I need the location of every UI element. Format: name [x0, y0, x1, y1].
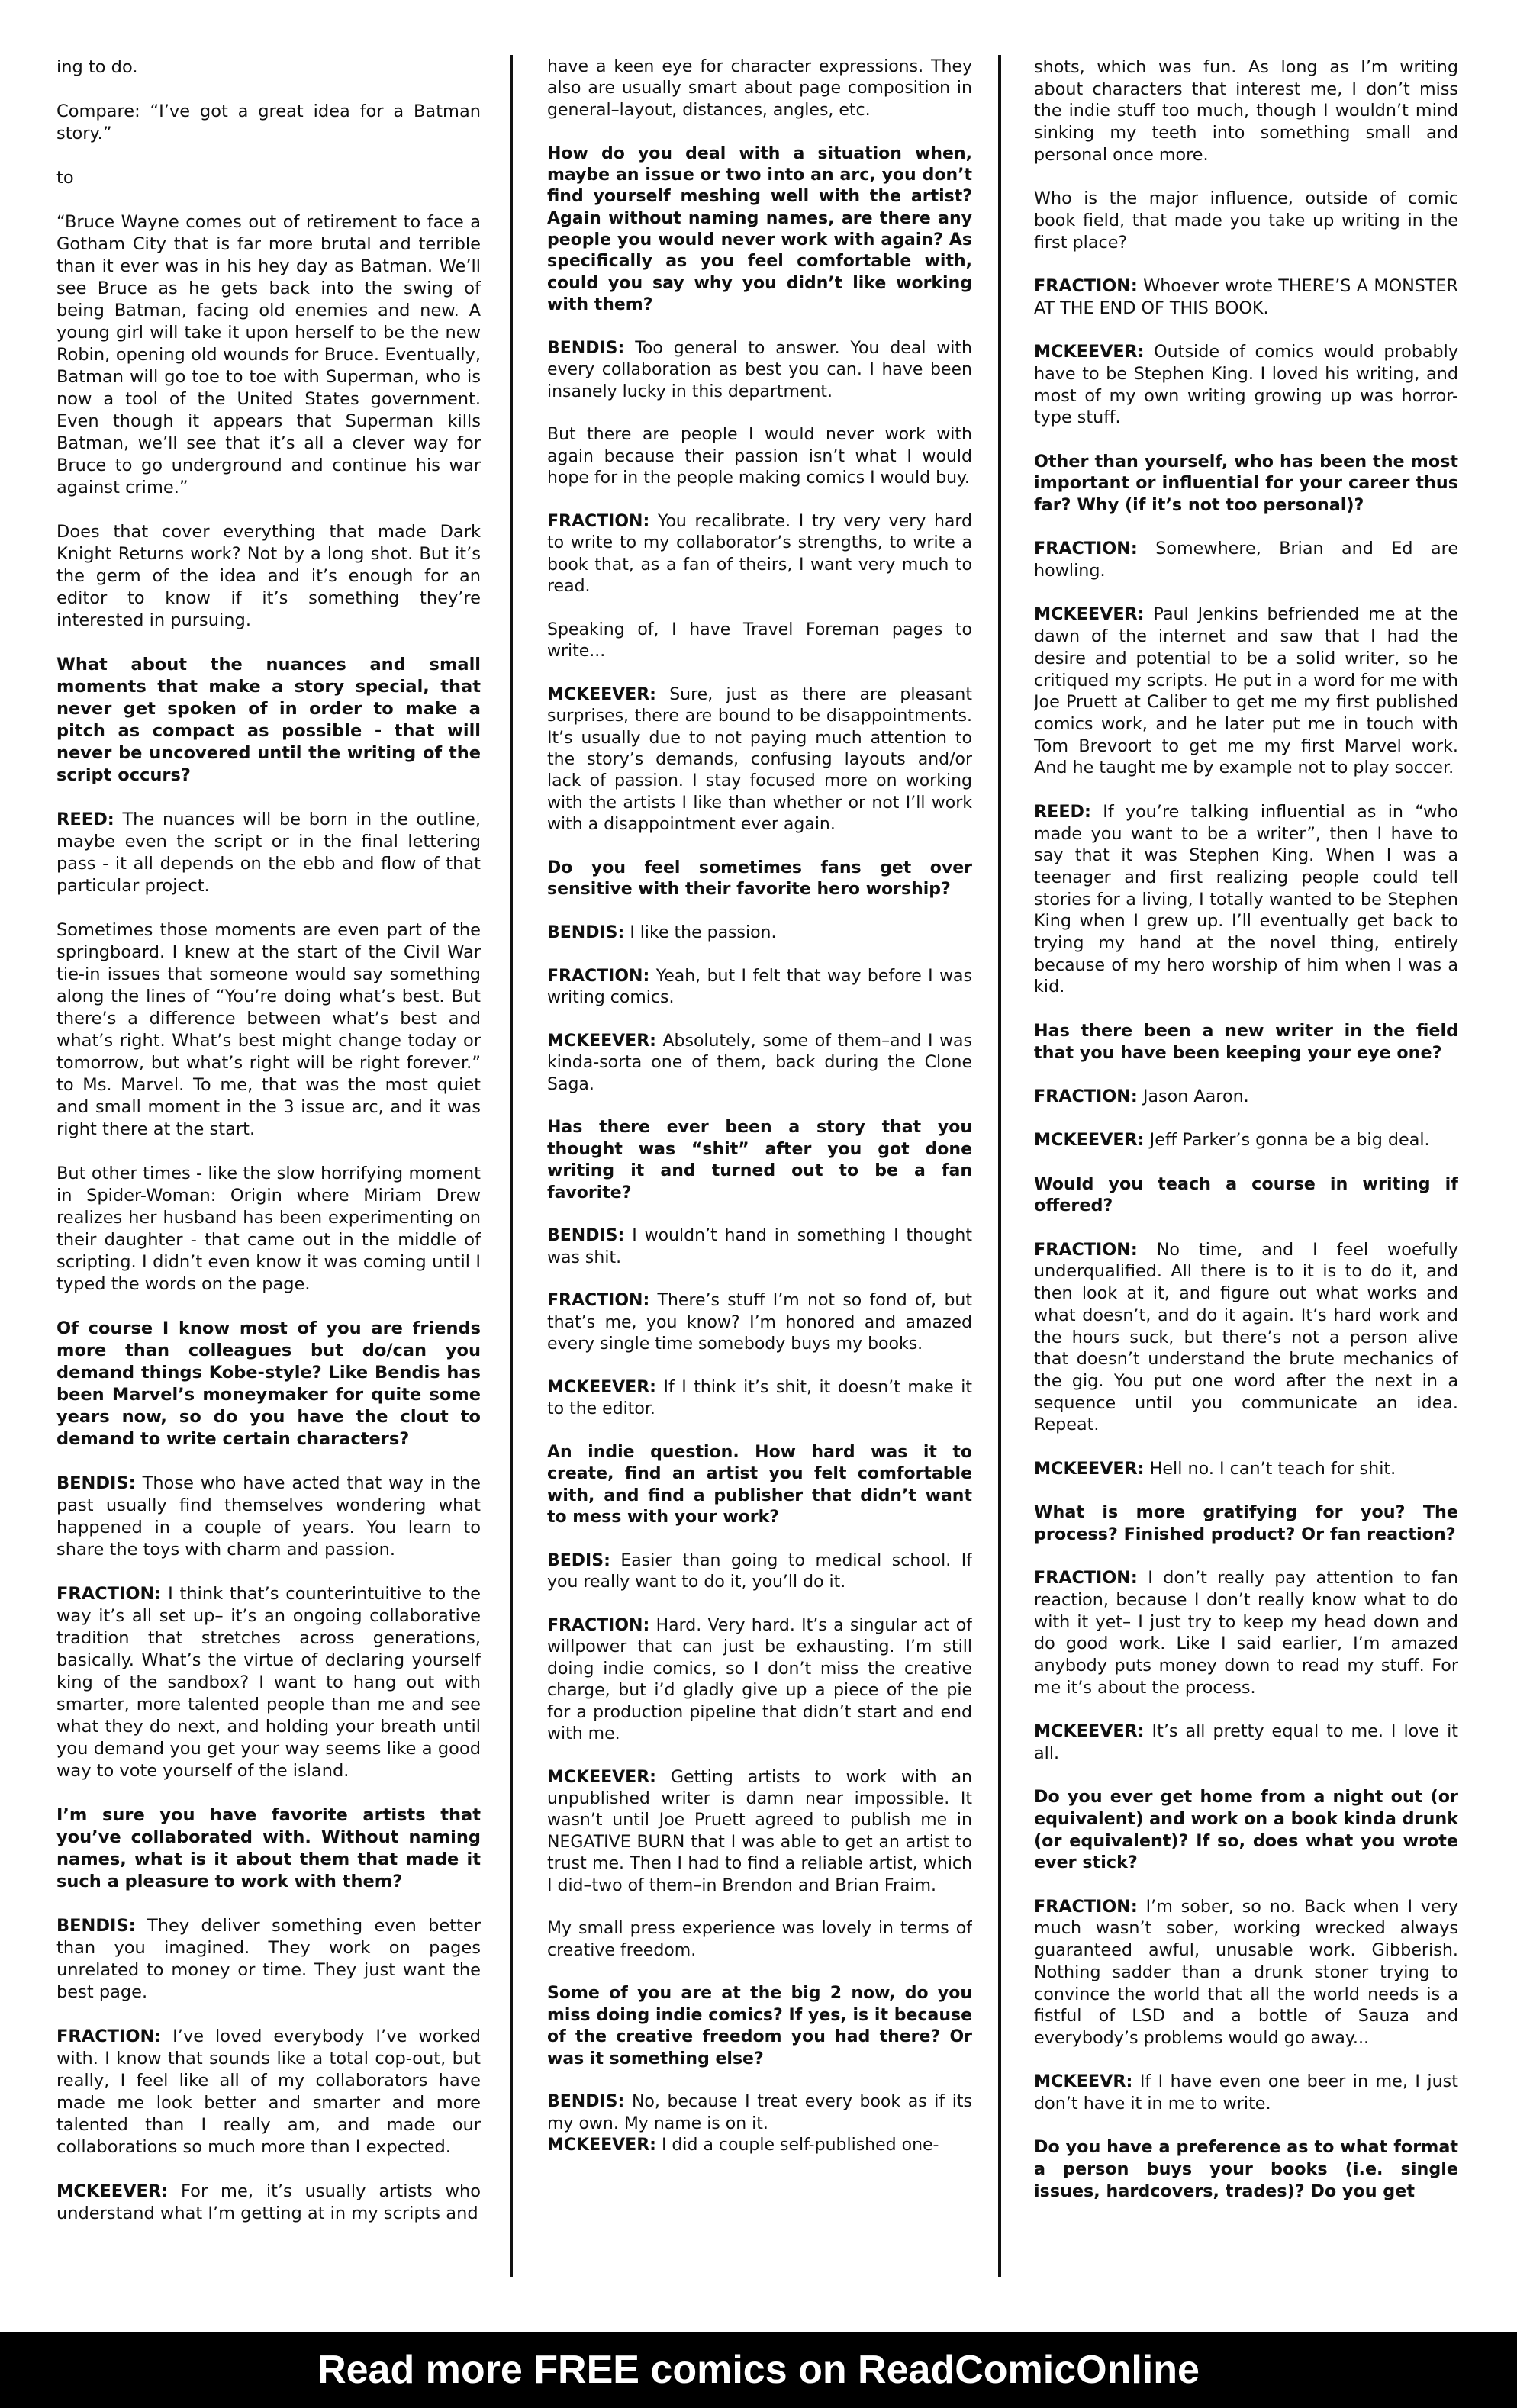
answer-text: Paul Jenkins befriended me at the dawn of the internet and saw that I had the desire and potential to be a solid writer, so he critiqued my scripts. He put in a word for me with Joe Pruett at Caliber to get me my first published comics work, and he later put me in touch with Tom Brevoort to get me my first Marvel work. And he taught me by example not to play soccer.: [1034, 604, 1458, 778]
answer-text: I’m sober, so no. Back when I very much wasn’t sober, working wrecked always guaranteed awful, unusable work. Gibberish. Nothing sadder than a drunk stoner trying to convince the world that all the world needs is a fistful of LSD and a bottle of Sauza and everybody’s problems would go away...: [1034, 1896, 1458, 2048]
interview-answer: [1034, 538, 1458, 581]
speaker-name: FRACTION:: [1034, 1568, 1138, 1589]
interview-answer: [1034, 801, 1458, 998]
answer-text: I wouldn’t hand in something I thought was shit.: [547, 1226, 972, 1267]
interview-answer: [547, 1031, 972, 1096]
answer-text: If you’re talking influential as in “who made you want to be a writer”, then I have to say that it was Stephen King. When I was a teenager and first realizing people could tell stories for a living, I totally wanted to be Stephen King when I grew up. I’ll eventually get back to trying my hand at the novel thing, entirely because of my hero worship of him when I was a kid.: [1034, 801, 1458, 997]
answer-text: I did a couple self-published one-: [661, 2136, 939, 2155]
answer-text: There’s stuff I’m not so fond of, but that’s me, you know? I’m honored and amazed every single time somebody buys my books.: [547, 1291, 972, 1354]
speaker-name: MCKEEVER:: [547, 2136, 656, 2155]
speaker-name: FRACTION:: [1034, 276, 1138, 296]
answer-text: Sure, just as there are pleasant surprises, there are bound to be disappointments. It’s usually due to not paying much attention to the story’s demands, confusing layouts and/or lack of passion. I stay focused more on working with the artists I like than whether or not I’ll work with a disappointment ever again.: [547, 684, 972, 835]
speaker-name: FRACTION:: [547, 966, 650, 986]
speaker-name: MCKEEVER:: [56, 2181, 169, 2201]
interview-answer: [547, 511, 972, 598]
interview-question: Do you ever get home from a night out (or equivalent) and work on a book kinda drunk (or equivalent)? If so, does what you wrote ever stick?: [1034, 1787, 1458, 1873]
answer-text: I think that’s counterintuitive to the way it’s all set up– it’s an ongoing collaborative tradition that stretches across generations, basically. What’s the virtue of declaring yourself king of the sandbox? I want to hang out with smarter, more talented people than me and see what they do next, and holding your breath until you demand you get your way seems like a good way to vote yourself of the island.: [56, 1584, 481, 1781]
answer-text: Somewhere, Brian and Ed are howling.: [1034, 539, 1458, 581]
speaker-name: FRACTION:: [1034, 539, 1138, 559]
column-divider: [510, 55, 513, 2277]
answer-text: I’ve loved everybody I’ve worked with. I know that sounds like a total cop-out, but really, I feel like all of my collaborators have made me look better and smarter and more talented than I really am, and made our collaborations so much more than I expected.: [56, 2027, 481, 2157]
interview-question: Has there ever been a story that you thought was “shit” after you got done writing it and turned out to be a fan favorite?: [547, 1118, 972, 1202]
body-paragraph: Does that cover everything that made Dark Knight Returns work? Not by a long shot. But it’s the germ of the idea and it’s enough for an editor to know if it’s something they’re interested in pursuing.: [56, 522, 481, 630]
interview-answer: [56, 2026, 481, 2159]
interview-question: What about the nuances and small moments that make a story special, that never get spoken of in order to make a pitch as compact as possible - that will never be uncovered until the writing of the script occurs?: [56, 655, 481, 785]
interview-answer: [56, 1915, 481, 2004]
body-paragraph: to: [56, 168, 74, 188]
interview-question: An indie question. How hard was it to create, find an artist you felt comfortable with, and find a publisher that didn’t want to mess with your work?: [547, 1443, 972, 1528]
answer-text: For me, it’s usually artists who understand what I’m getting at in my scripts and: [56, 2181, 481, 2223]
interview-answer: [56, 2181, 481, 2225]
interview-answer: [547, 684, 972, 836]
speaker-name: FRACTION:: [1034, 1239, 1138, 1260]
answer-text: Yeah, but I felt that way before I was writing comics.: [547, 966, 972, 1008]
interview-question: What is more gratifying for you? The process? Finished product? Or fan reaction?: [1034, 1502, 1458, 1544]
interview-question: Other than yourself, who has been the most important or influential for your career thus far? Why (if it’s not too personal)?: [1034, 451, 1458, 515]
interview-answer: [547, 1615, 972, 1745]
promo-banner[interactable]: Read more FREE comics on ReadComicOnline: [0, 2332, 1517, 2408]
interview-question: Do you feel sometimes fans get over sensitive with their favorite hero worship?: [547, 858, 972, 900]
answer-text: Hell no. I can’t teach for shit.: [1149, 1458, 1396, 1479]
speaker-name: BENDIS:: [547, 923, 625, 942]
interview-answer: [1034, 1086, 1458, 1108]
answer-text: It’s all pretty equal to me. I love it all.: [1034, 1721, 1458, 1763]
interview-answer: [56, 1583, 481, 1782]
answer-text: Getting artists to work with an unpublished writer is damn near impossible. It wasn’t until Joe Pruett agreed to publish me in NEGATIVE BURN that I was able to get an artist to trust me. Then I had to find a reliable artist, which I did–two of them–in Brendon and Brian Fraim.: [547, 1767, 972, 1895]
body-paragraph: Who is the major influence, outside of comic book field, that made you take up writing in the first place?: [1034, 188, 1458, 253]
interview-answer: [56, 1473, 481, 1561]
speaker-name: FRACTION:: [56, 2027, 162, 2046]
speaker-name: MCKEEVER:: [1034, 1721, 1145, 1742]
body-paragraph: ing to do.: [56, 57, 138, 77]
interview-answer: [547, 2091, 972, 2135]
interview-answer: [547, 1290, 972, 1355]
interview-answer: [1034, 2071, 1458, 2114]
answer-text: They deliver something even better than you imagined. They work on pages unrelated to money or time. They just want the best page.: [56, 1916, 481, 2002]
answer-text: Too general to answer. You deal with every collaboration as best you can. I have been insanely lucky in this department.: [547, 338, 972, 401]
answer-text: The nuances will be born in the outline, maybe even the script or in the final lettering pass - it all depends on the ebb and flow of that particular project.: [56, 810, 481, 896]
speaker-name: FRACTION:: [56, 1584, 162, 1604]
speaker-name: BEDIS:: [547, 1550, 610, 1570]
interview-question: Some of you are at the big 2 now, do you miss doing indie comics? If yes, is it because of the creative freedom you had there? Or was it something else?: [547, 1984, 972, 2068]
speaker-name: MCKEEVER:: [547, 1031, 656, 1051]
speaker-name: REED:: [56, 810, 114, 829]
speaker-name: FRACTION:: [547, 1616, 650, 1635]
answer-text: If I think it’s shit, it doesn’t make it to the editor.: [547, 1377, 972, 1419]
body-paragraph: My small press experience was lovely in terms of creative freedom.: [547, 1919, 972, 1960]
interview-answer: [1034, 341, 1458, 429]
answer-text: Jeff Parker’s gonna be a big deal.: [1149, 1130, 1430, 1151]
interview-question: I’m sure you have favorite artists that you’ve collaborated with. Without naming names, what is it about them that made it such a pleasure to work with them?: [56, 1805, 481, 1891]
answer-text: Hard. Very hard. It’s a singular act of willpower that can just be exhausting. I’m still doing indie comics, so I don’t miss the creative charge, but i’d gladly give up a piece of the pie for a production pipeline that didn’t start and end with me.: [547, 1616, 972, 1743]
speaker-name: BENDIS:: [547, 2092, 625, 2112]
interview-question: Do you have a preference as to what format a person buys your books (i.e. single issues, hardcovers, trades)? Do you get: [1034, 2137, 1458, 2201]
interview-answer: [547, 966, 972, 1009]
text-column-3: [1034, 56, 1458, 2262]
body-paragraph: Sometimes those moments are even part of the springboard. I knew at the start of the Civil War tie-in issues that someone would say something along the lines of “You’re doing what’s best. But there’s a difference between what’s best and what’s right. What’s best might change today or tomorrow, but what’s right will be right forever.” to Ms. Marvel. To me, that was the most quiet and small moment in the 3 issue arc, and it was right there at the start.: [56, 920, 481, 1139]
body-paragraph: But other times - like the slow horrifying moment in Spider-Woman: Origin where Miriam Drew realizes her husband has been experimenting on their daughter - that came out in the middle of scripting. I didn’t even know it was coming until I typed the words on the page.: [56, 1164, 481, 1294]
answer-text: Jason Aaron.: [1142, 1086, 1249, 1106]
speaker-name: MCKEEVER:: [547, 684, 656, 704]
answer-text: Absolutely, some of them–and I was kinda-sorta one of them, back during the Clone Saga.: [547, 1031, 972, 1094]
body-paragraph: have a keen eye for character expressions. They also are usually smart about page composition in general–layout, distances, angles, etc.: [547, 57, 972, 120]
interview-answer: [1034, 1896, 1458, 2049]
answer-text: You recalibrate. I try very very hard to write to my collaborator’s strengths, to write a book that, as a fan of theirs, I want very much to read.: [547, 511, 972, 596]
speaker-name: BENDIS:: [547, 338, 625, 358]
body-paragraph: But there are people I would never work with again because their passion isn’t what I would hope for in the people making comics I would buy.: [547, 425, 972, 488]
text-column-2: [547, 56, 972, 2262]
answer-text: Whoever wrote THERE’S A MONSTER AT THE END OF THIS BOOK.: [1034, 276, 1458, 318]
interview-answer: [547, 1225, 972, 1269]
speaker-name: BENDIS:: [56, 1473, 136, 1493]
interview-question: Would you teach a course in writing if offered?: [1034, 1173, 1458, 1216]
answer-text: If I have even one beer in me, I just don’t have it in me to write.: [1034, 2072, 1458, 2114]
speaker-name: MCKEEVER:: [1034, 1130, 1145, 1151]
interview-answer: [1034, 1129, 1458, 1151]
interview-question: Of course I know most of you are friends more than colleagues but do/can you demand things Kobe-style? Like Bendis has been Marvel’s moneymaker for quite some years now, so do you have the clout to demand to write certain characters?: [56, 1318, 481, 1449]
text-column-1: [56, 56, 481, 2262]
speaker-name: FRACTION:: [547, 511, 650, 531]
speaker-name: MCKEEVER:: [1034, 604, 1145, 625]
interview-answer: [1034, 604, 1458, 779]
interview-answer: [547, 922, 972, 944]
interview-question: How do you deal with a situation when, maybe an issue or two into an arc, you don’t find yourself meshing well with the artist? Again without naming names, are there any people you would never work with again? As specifically as you feel comfortable with, could you say why you didn’t like working with them?: [547, 143, 972, 315]
answer-text: I don’t really pay attention to fan reaction, because I don’t really know what to do with it yet– I just try to keep my head down and do good work. Like I said earlier, I’m amazed anybody puts money down to read my stuff. For me it’s about the process.: [1034, 1568, 1458, 1698]
interview-answer: [56, 809, 481, 897]
answer-text: Easier than going to medical school. If you really want to do it, you’ll do it.: [547, 1550, 972, 1592]
answer-text: Those who have acted that way in the past usually find themselves wondering what happened in a couple of years. You learn to share the toys with charm and passion.: [56, 1473, 481, 1560]
speaker-name: MCKEEVER:: [547, 1377, 656, 1397]
interview-answer: [1034, 275, 1458, 319]
interview-answer: [1034, 1458, 1458, 1480]
interview-answer: [547, 2135, 972, 2156]
interview-answer: [1034, 1721, 1458, 1764]
interview-answer: [547, 1377, 972, 1421]
speaker-name: MCKEEVR:: [1034, 2072, 1133, 2092]
speaker-name: MCKEEVER:: [1034, 1458, 1145, 1479]
interview-answer: [547, 338, 972, 403]
interview-answer: [547, 1767, 972, 1897]
speaker-name: BENDIS:: [547, 1226, 625, 1246]
body-paragraph: “Bruce Wayne comes out of retirement to face a Gotham City that is far more brutal and terrible than it ever was in his hey day as Batman. We’ll see Bruce as he gets back into the swing of being Batman, facing old enemies and new. A young girl will take it upon herself to be the new Robin, opening old wounds for Bruce. Eventually, Batman will go toe to toe with Superman, who is now a tool of the United States government. Even though it appears that Superman kills Batman, we’ll see that it’s all a clever way for Bruce to go underground and continue his war against crime.”: [56, 212, 481, 497]
answer-text: Outside of comics would probably have to be Stephen King. I loved his writing, and most of my own writing growing up was horror-type stuff.: [1034, 342, 1458, 428]
answer-text: No, because I treat every book as if its my own. My name is on it.: [547, 2092, 972, 2133]
interview-answer: [1034, 1239, 1458, 1436]
speaker-name: FRACTION:: [547, 1291, 650, 1311]
answer-text: No time, and I feel woefully underqualified. All there is to it is to do it, and then look at it, and figure out what works and what doesn’t, and do it again. It’s hard work and the hours suck, but there’s not a person alive that doesn’t understand the brute mechanics of the gig. You put one word after the next in a sequence until you communicate an idea. Repeat.: [1034, 1239, 1458, 1435]
interview-answer: [547, 1550, 972, 1594]
body-paragraph: Speaking of, I have Travel Foreman pages to write...: [547, 620, 972, 662]
body-paragraph: Compare: “I’ve got a great idea for a Batman story.”: [56, 101, 481, 143]
speaker-name: MCKEEVER:: [547, 1767, 656, 1787]
speaker-name: BENDIS:: [56, 1916, 136, 1936]
speaker-name: FRACTION:: [1034, 1896, 1138, 1917]
column-divider: [998, 55, 1001, 2277]
interview-answer: [1034, 1567, 1458, 1698]
body-paragraph: shots, which was fun. As long as I’m writing about characters that interest me, I don’t miss the indie stuff too much, though I wouldn’t mind sinking my teeth into something small and personal once more.: [1034, 57, 1458, 165]
speaker-name: REED:: [1034, 801, 1091, 822]
answer-text: I like the passion.: [630, 923, 777, 942]
interview-question: Has there been a new writer in the field that you have been keeping your eye one?: [1034, 1020, 1458, 1063]
speaker-name: MCKEEVER:: [1034, 342, 1145, 362]
speaker-name: FRACTION:: [1034, 1086, 1138, 1106]
